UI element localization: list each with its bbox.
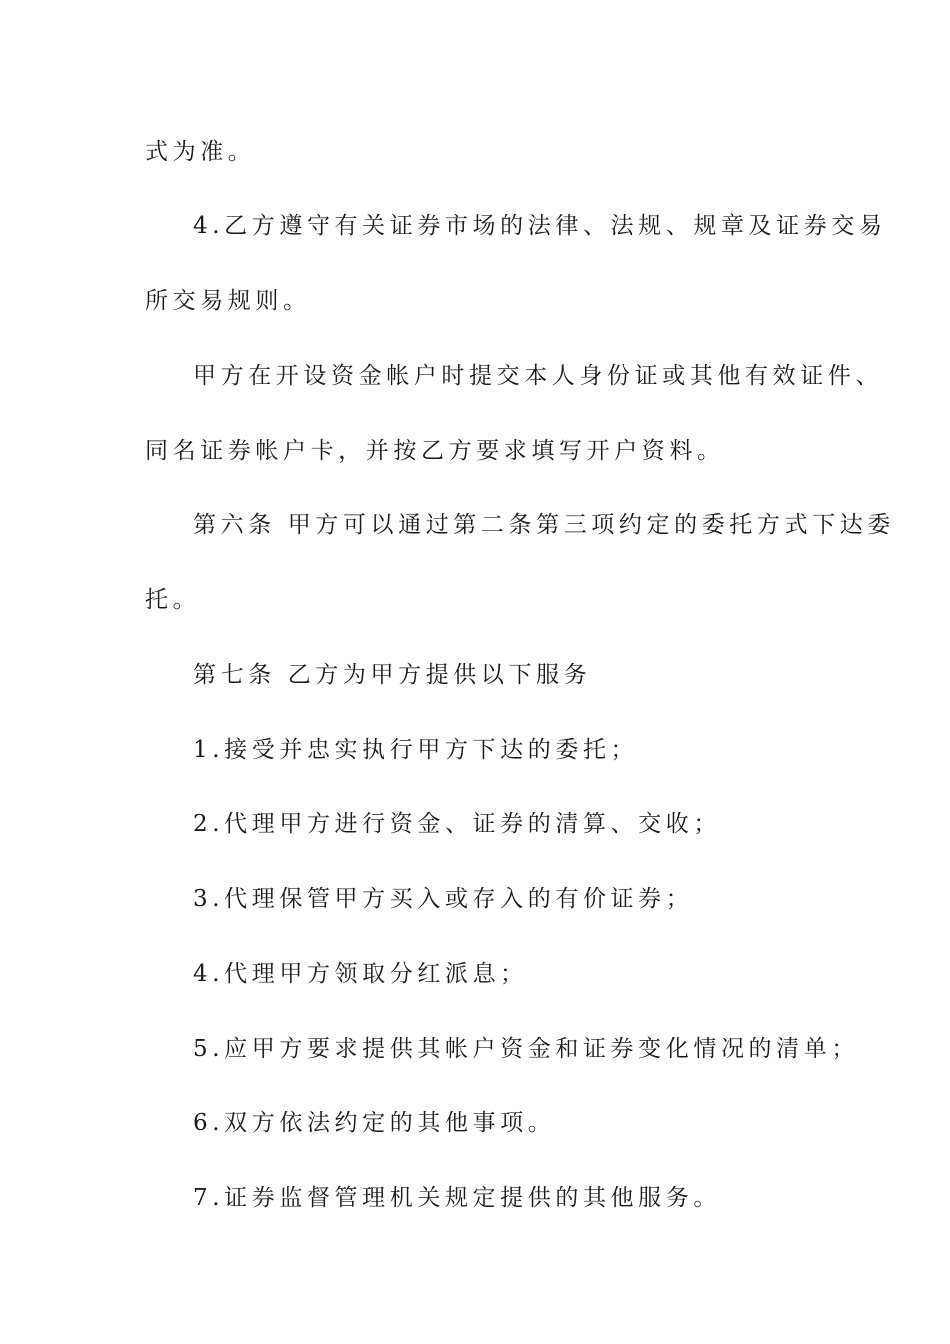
service-item-1: 1.接受并忠实执行甲方下达的委托；	[193, 737, 639, 763]
article-7-heading: 第七条 乙方为甲方提供以下服务	[193, 662, 592, 688]
account-opening-line-1: 甲方在开设资金帐户时提交本人身份证或其他有效证件、	[193, 363, 883, 389]
service-item-5: 5.应甲方要求提供其帐户资金和证券变化情况的清单；	[193, 1036, 859, 1062]
clause-4-line-2: 所交易规则。	[145, 288, 311, 314]
service-item-6: 6.双方依法约定的其他事项。	[193, 1110, 556, 1136]
service-item-4: 4.代理甲方领取分红派息；	[193, 961, 528, 987]
article-6-line-1: 第六条 甲方可以通过第二条第三项约定的委托方式下达委	[193, 512, 895, 538]
article-6-line-2: 托。	[145, 587, 201, 613]
paragraph-continuation: 式为准。	[145, 139, 256, 165]
service-item-2: 2.代理甲方进行资金、证券的清算、交收；	[193, 811, 721, 837]
service-item-3: 3.代理保管甲方买入或存入的有价证券；	[193, 886, 694, 912]
service-item-7: 7.证券监督管理机关规定提供的其他服务。	[193, 1185, 721, 1211]
account-opening-line-2: 同名证券帐户卡，并按乙方要求填写开户资料。	[145, 438, 725, 464]
clause-4-line-1: 4.乙方遵守有关证券市场的法律、法规、规章及证券交易	[193, 213, 887, 239]
